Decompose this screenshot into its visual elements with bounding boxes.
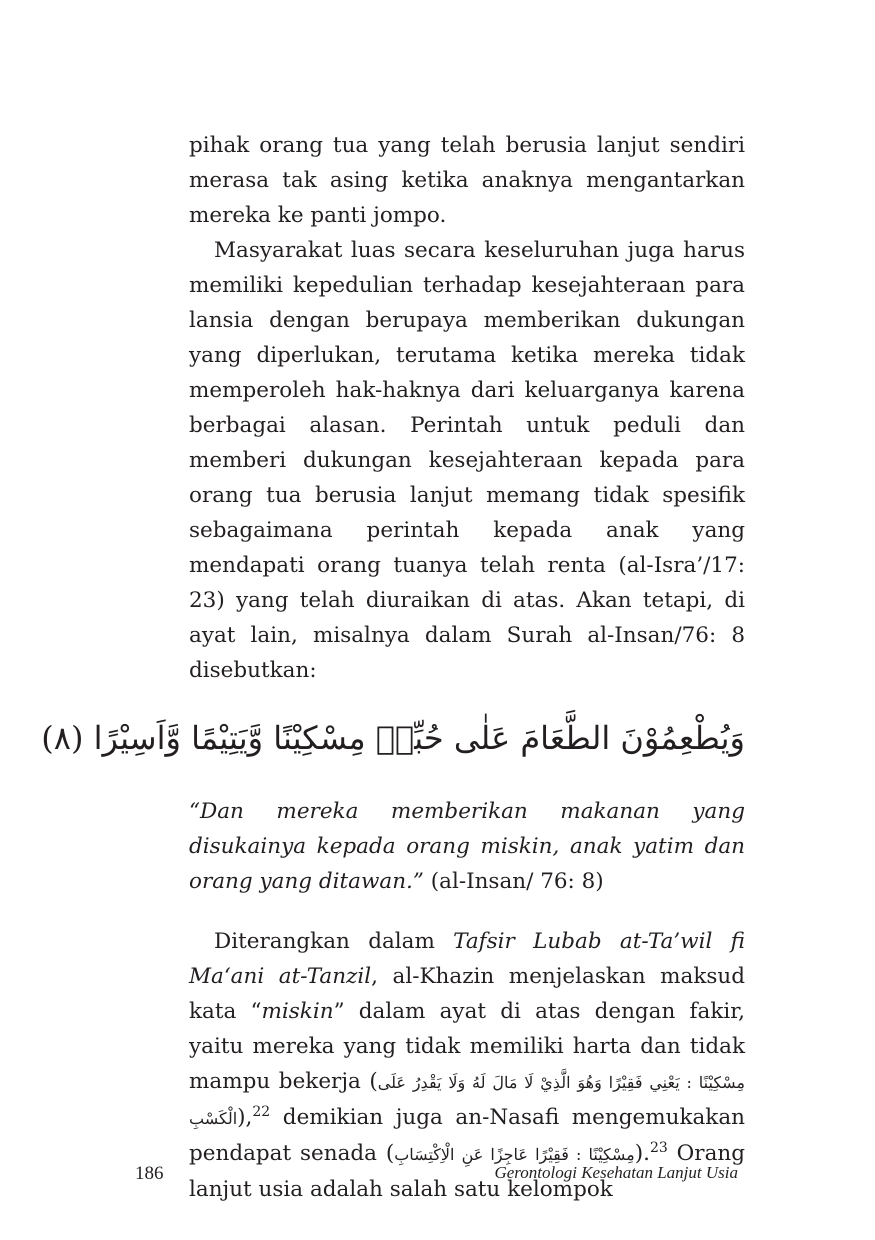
term-miskin: miskin xyxy=(261,999,334,1024)
quran-verse-arabic: وَيُطْعِمُوْنَ الطَّعَامَ عَلٰى حُبِّهٖ مِسْكِيْنًا وَّيَتِيْمًا وَّاَسِيْرًا (٨) xyxy=(41,719,745,757)
running-title: Gerontologi Kesehatan Lanjut Usia xyxy=(494,1163,738,1182)
tafsir-text-f: ). xyxy=(634,1141,650,1166)
tafsir-text-b: , al-Khazin menjelaskan maksud kata “ xyxy=(189,964,746,1024)
tafsir-text-d: ), xyxy=(237,1105,253,1130)
tafsir-text-c: ” dalam ayat di atas dengan fakir, yaitu mereka yang tidak memiliki harta dan tidak mampu bekerja ( xyxy=(189,999,745,1094)
arabic-quote-nasafi: مِسْكِيْنًا : فَقِيْرًا عَاجِزًا عَنِ الْاِكْتِسَابِ xyxy=(394,1145,635,1164)
translation-text: “Dan mereka memberikan makanan yang disukainya kepada orang miskin, anak yatim dan orang yang ditawan.” xyxy=(189,799,745,894)
page-footer xyxy=(135,1163,738,1187)
tafsir-text-g: Orang lanjut usia adalah salah satu kelompok xyxy=(189,1141,745,1202)
paragraph-society-care: Masyarakat luas secara keseluruhan juga harus memiliki kepedulian terhadap kesejahteraan para lansia dengan berupaya memberikan dukungan yang diperlukan, terutama ketika mereka tidak memperoleh hak-haknya dari keluarganya karena berbagai alasan. Perintah untuk peduli dan memberi dukungan kesejahteraan kepada para orang tua berusia lanjut memang tidak spesifik sebagaimana perintah kepada anak yang mendapati orang tuanya telah renta (al-Isra’/17: 23) yang telah diuraikan di atas. Akan tetapi, di ayat lain, misalnya dalam Surah al-Insan/76: 8 disebutkan: xyxy=(189,238,745,683)
paragraph-continuation: pihak orang tua yang telah berusia lanjut sendiri merasa tak asing ketika anaknya mengantarkan mereka ke panti jompo. xyxy=(189,133,745,228)
tafsir-text-e: demikian juga an-Nasafi mengemukakan pendapat senada ( xyxy=(189,1105,745,1166)
footnote-ref-22[interactable]: 22 xyxy=(252,1103,271,1120)
arabic-quote-khazin: مِسْكِيْنًا : يَعْنِي فَقِيْرًا وَهُوَ الَّذِيْ لَا مَالَ لَهُ وَلَا يَقْدِرُ عَلَى الْكَسْبِ xyxy=(189,1073,745,1128)
verse-translation xyxy=(189,794,745,899)
footnote-ref-23[interactable]: 23 xyxy=(649,1139,668,1156)
translation-reference: (al-Insan/ 76: 8) xyxy=(430,869,604,894)
tafsir-book-title: Tafsir Lubab at-Ta’wil fi Ma‘ani at-Tanzil xyxy=(189,929,745,989)
page-number: 186 xyxy=(135,1163,164,1184)
tafsir-text-a: Diterangkan dalam xyxy=(214,929,454,954)
